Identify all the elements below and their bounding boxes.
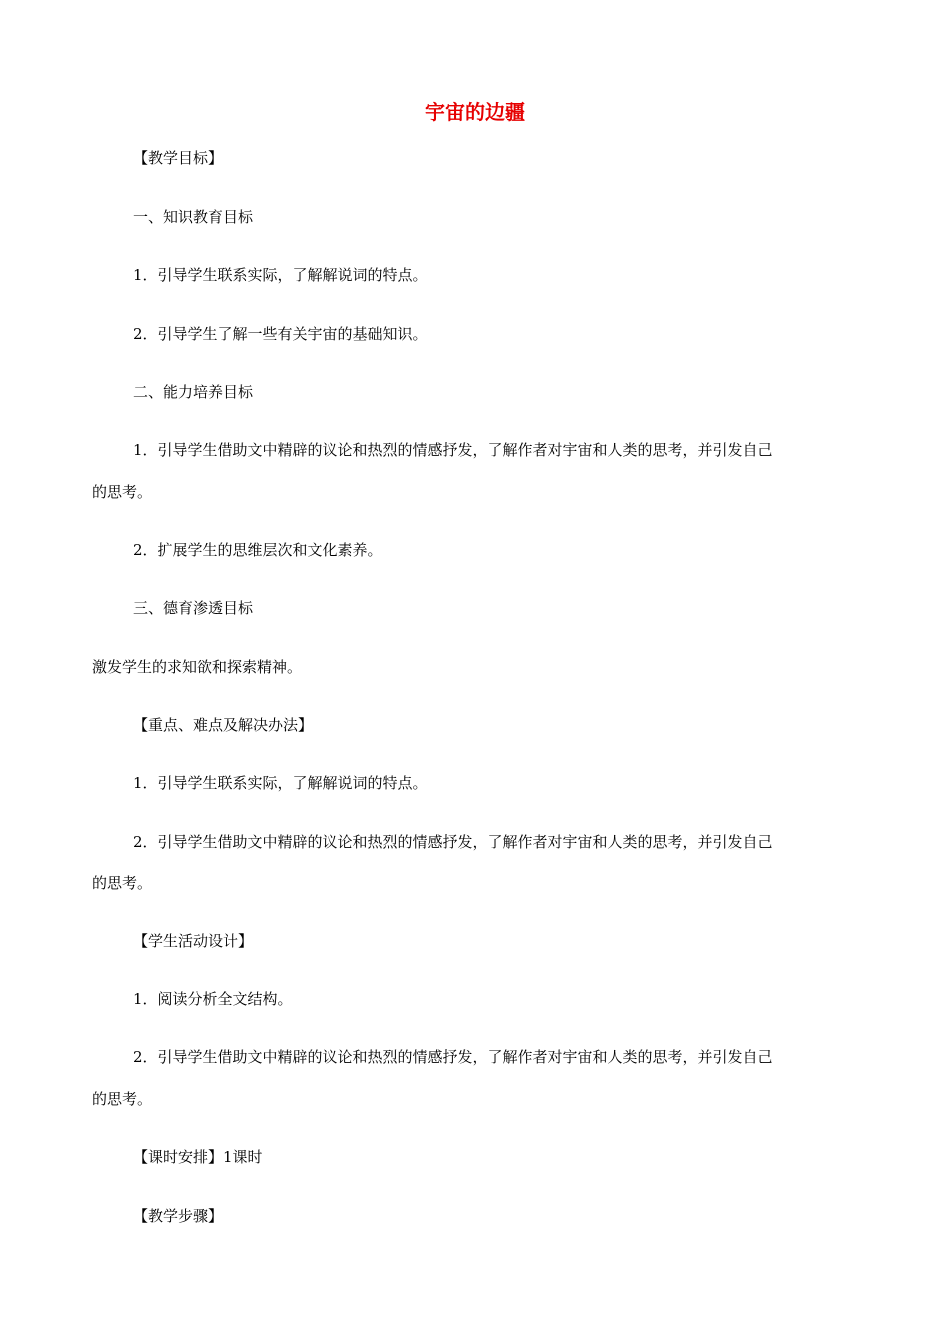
- subheading-ability-goals: 二、能力培养目标: [133, 383, 254, 401]
- paragraph-line: 激发学生的求知欲和探索精神。: [92, 658, 303, 676]
- section-heading-schedule: 【课时安排】1课时: [133, 1148, 263, 1166]
- subheading-moral-goals: 三、德育渗透目标: [133, 599, 254, 617]
- paragraph-line: 2．引导学生了解一些有关宇宙的基础知识。: [133, 325, 428, 343]
- section-heading-student-activities: 【学生活动设计】: [133, 932, 254, 950]
- paragraph-line: 1．引导学生借助文中精辟的议论和热烈的情感抒发，了解作者对宇宙和人类的思考，并引发自己: [133, 441, 773, 459]
- paragraph-line-continuation: 的思考。: [92, 1090, 153, 1108]
- paragraph-line: 1．阅读分析全文结构。: [133, 990, 293, 1008]
- section-heading-teaching-goals: 【教学目标】: [133, 149, 224, 167]
- paragraph-line: 2．引导学生借助文中精辟的议论和热烈的情感抒发，了解作者对宇宙和人类的思考，并引发自己: [133, 1048, 773, 1066]
- paragraph-line-continuation: 的思考。: [92, 874, 153, 892]
- section-heading-key-points: 【重点、难点及解决办法】: [133, 716, 314, 734]
- paragraph-line-continuation: 的思考。: [92, 483, 153, 501]
- paragraph-line: 2．引导学生借助文中精辟的议论和热烈的情感抒发，了解作者对宇宙和人类的思考，并引发自己: [133, 833, 773, 851]
- section-heading-teaching-steps: 【教学步骤】: [133, 1207, 224, 1225]
- subheading-knowledge-goals: 一、知识教育目标: [133, 208, 254, 226]
- document-title: 宇宙的边疆: [425, 100, 525, 124]
- paragraph-line: 2．扩展学生的思维层次和文化素养。: [133, 541, 383, 559]
- paragraph-line: 1．引导学生联系实际，了解解说词的特点。: [133, 774, 428, 792]
- paragraph-line: 1．引导学生联系实际，了解解说词的特点。: [133, 266, 428, 284]
